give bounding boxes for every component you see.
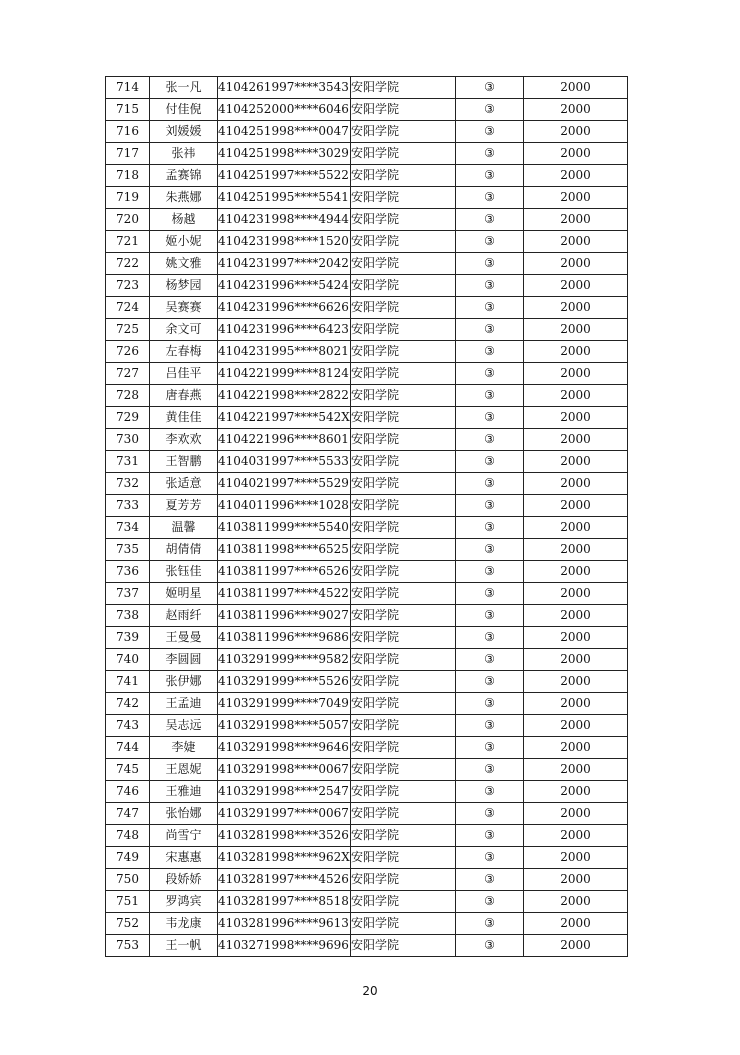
id-number-cell: 4103291999****9582 xyxy=(218,649,351,671)
school-name-cell: 安阳学院 xyxy=(351,77,456,99)
row-number-cell: 733 xyxy=(106,495,150,517)
id-number-cell: 4103291998****0067 xyxy=(218,759,351,781)
id-number-cell: 4103291999****7049 xyxy=(218,693,351,715)
id-number-cell: 4103811996****9686 xyxy=(218,627,351,649)
amount-cell: 2000 xyxy=(524,759,628,781)
id-number-cell: 4104251998****0047 xyxy=(218,121,351,143)
table-row xyxy=(106,231,628,253)
table-row xyxy=(106,825,628,847)
amount-cell: 2000 xyxy=(524,935,628,957)
student-name-cell: 张一凡 xyxy=(150,77,218,99)
school-name-cell: 安阳学院 xyxy=(351,869,456,891)
amount-cell: 2000 xyxy=(524,385,628,407)
grade-level-cell: ③ xyxy=(456,737,524,759)
id-number-cell: 4103291998****9646 xyxy=(218,737,351,759)
student-name-cell: 赵雨纤 xyxy=(150,605,218,627)
table-body xyxy=(106,77,628,957)
amount-cell: 2000 xyxy=(524,363,628,385)
table-row xyxy=(106,407,628,429)
student-name-cell: 韦龙康 xyxy=(150,913,218,935)
row-number-cell: 725 xyxy=(106,319,150,341)
table-row xyxy=(106,803,628,825)
row-number-cell: 726 xyxy=(106,341,150,363)
amount-cell: 2000 xyxy=(524,231,628,253)
student-name-cell: 罗鸿宾 xyxy=(150,891,218,913)
table-row xyxy=(106,495,628,517)
id-number-cell: 4103811997****6526 xyxy=(218,561,351,583)
amount-cell: 2000 xyxy=(524,187,628,209)
table-row xyxy=(106,319,628,341)
amount-cell: 2000 xyxy=(524,253,628,275)
row-number-cell: 748 xyxy=(106,825,150,847)
student-name-cell: 吴志远 xyxy=(150,715,218,737)
grade-level-cell: ③ xyxy=(456,781,524,803)
student-name-cell: 张钰佳 xyxy=(150,561,218,583)
row-number-cell: 721 xyxy=(106,231,150,253)
grade-level-cell: ③ xyxy=(456,407,524,429)
student-name-cell: 朱燕娜 xyxy=(150,187,218,209)
table-row xyxy=(106,517,628,539)
id-number-cell: 4104231996****6423 xyxy=(218,319,351,341)
grade-level-cell: ③ xyxy=(456,869,524,891)
school-name-cell: 安阳学院 xyxy=(351,253,456,275)
student-name-cell: 张伊娜 xyxy=(150,671,218,693)
student-name-cell: 杨梦园 xyxy=(150,275,218,297)
amount-cell: 2000 xyxy=(524,99,628,121)
id-number-cell: 4104221997****542X xyxy=(218,407,351,429)
grade-level-cell: ③ xyxy=(456,517,524,539)
amount-cell: 2000 xyxy=(524,693,628,715)
school-name-cell: 安阳学院 xyxy=(351,143,456,165)
grade-level-cell: ③ xyxy=(456,99,524,121)
row-number-cell: 731 xyxy=(106,451,150,473)
table-row xyxy=(106,165,628,187)
id-number-cell: 4104231998****1520 xyxy=(218,231,351,253)
table-row xyxy=(106,561,628,583)
student-name-cell: 夏芳芳 xyxy=(150,495,218,517)
student-name-cell: 李婕 xyxy=(150,737,218,759)
row-number-cell: 739 xyxy=(106,627,150,649)
row-number-cell: 747 xyxy=(106,803,150,825)
student-name-cell: 李欢欢 xyxy=(150,429,218,451)
table-row xyxy=(106,187,628,209)
table-row xyxy=(106,539,628,561)
grade-level-cell: ③ xyxy=(456,165,524,187)
school-name-cell: 安阳学院 xyxy=(351,627,456,649)
school-name-cell: 安阳学院 xyxy=(351,935,456,957)
grade-level-cell: ③ xyxy=(456,363,524,385)
id-number-cell: 4103811998****6525 xyxy=(218,539,351,561)
row-number-cell: 720 xyxy=(106,209,150,231)
amount-cell: 2000 xyxy=(524,671,628,693)
grade-level-cell: ③ xyxy=(456,253,524,275)
amount-cell: 2000 xyxy=(524,913,628,935)
amount-cell: 2000 xyxy=(524,737,628,759)
grade-level-cell: ③ xyxy=(456,913,524,935)
id-number-cell: 4103281997****4526 xyxy=(218,869,351,891)
school-name-cell: 安阳学院 xyxy=(351,165,456,187)
school-name-cell: 安阳学院 xyxy=(351,803,456,825)
student-name-cell: 唐春燕 xyxy=(150,385,218,407)
student-name-cell: 付佳倪 xyxy=(150,99,218,121)
student-name-cell: 张适意 xyxy=(150,473,218,495)
grade-level-cell: ③ xyxy=(456,561,524,583)
id-number-cell: 4103281998****3526 xyxy=(218,825,351,847)
student-name-cell: 段娇娇 xyxy=(150,869,218,891)
student-name-cell: 王曼曼 xyxy=(150,627,218,649)
grade-level-cell: ③ xyxy=(456,187,524,209)
grade-level-cell: ③ xyxy=(456,891,524,913)
student-name-cell: 杨越 xyxy=(150,209,218,231)
id-number-cell: 4104021997****5529 xyxy=(218,473,351,495)
school-name-cell: 安阳学院 xyxy=(351,451,456,473)
student-name-cell: 王雅迪 xyxy=(150,781,218,803)
school-name-cell: 安阳学院 xyxy=(351,363,456,385)
school-name-cell: 安阳学院 xyxy=(351,517,456,539)
amount-cell: 2000 xyxy=(524,429,628,451)
school-name-cell: 安阳学院 xyxy=(351,539,456,561)
row-number-cell: 732 xyxy=(106,473,150,495)
row-number-cell: 730 xyxy=(106,429,150,451)
school-name-cell: 安阳学院 xyxy=(351,231,456,253)
table-row xyxy=(106,605,628,627)
school-name-cell: 安阳学院 xyxy=(351,407,456,429)
table-row xyxy=(106,759,628,781)
id-number-cell: 4103281997****8518 xyxy=(218,891,351,913)
table-row xyxy=(106,781,628,803)
id-number-cell: 4104231995****8021 xyxy=(218,341,351,363)
id-number-cell: 4103811996****9027 xyxy=(218,605,351,627)
row-number-cell: 735 xyxy=(106,539,150,561)
grade-level-cell: ③ xyxy=(456,473,524,495)
grade-level-cell: ③ xyxy=(456,627,524,649)
grade-level-cell: ③ xyxy=(456,231,524,253)
amount-cell: 2000 xyxy=(524,473,628,495)
school-name-cell: 安阳学院 xyxy=(351,495,456,517)
row-number-cell: 736 xyxy=(106,561,150,583)
amount-cell: 2000 xyxy=(524,561,628,583)
amount-cell: 2000 xyxy=(524,803,628,825)
row-number-cell: 750 xyxy=(106,869,150,891)
row-number-cell: 741 xyxy=(106,671,150,693)
id-number-cell: 4104261997****3543 xyxy=(218,77,351,99)
amount-cell: 2000 xyxy=(524,539,628,561)
table-row xyxy=(106,935,628,957)
row-number-cell: 738 xyxy=(106,605,150,627)
id-number-cell: 4104011996****1028 xyxy=(218,495,351,517)
student-name-cell: 孟赛锦 xyxy=(150,165,218,187)
student-name-cell: 吕佳平 xyxy=(150,363,218,385)
school-name-cell: 安阳学院 xyxy=(351,583,456,605)
grade-level-cell: ③ xyxy=(456,121,524,143)
row-number-cell: 729 xyxy=(106,407,150,429)
school-name-cell: 安阳学院 xyxy=(351,297,456,319)
table-row xyxy=(106,385,628,407)
table-row xyxy=(106,869,628,891)
table-row xyxy=(106,693,628,715)
school-name-cell: 安阳学院 xyxy=(351,715,456,737)
table-row xyxy=(106,363,628,385)
table-row xyxy=(106,341,628,363)
id-number-cell: 4103291998****5057 xyxy=(218,715,351,737)
row-number-cell: 717 xyxy=(106,143,150,165)
grade-level-cell: ③ xyxy=(456,715,524,737)
amount-cell: 2000 xyxy=(524,77,628,99)
grade-level-cell: ③ xyxy=(456,451,524,473)
row-number-cell: 734 xyxy=(106,517,150,539)
amount-cell: 2000 xyxy=(524,715,628,737)
student-name-cell: 左春梅 xyxy=(150,341,218,363)
row-number-cell: 714 xyxy=(106,77,150,99)
school-name-cell: 安阳学院 xyxy=(351,385,456,407)
school-name-cell: 安阳学院 xyxy=(351,121,456,143)
table-row xyxy=(106,737,628,759)
table-row xyxy=(106,913,628,935)
amount-cell: 2000 xyxy=(524,297,628,319)
school-name-cell: 安阳学院 xyxy=(351,649,456,671)
id-number-cell: 4104221996****8601 xyxy=(218,429,351,451)
student-name-cell: 李圆圆 xyxy=(150,649,218,671)
amount-cell: 2000 xyxy=(524,165,628,187)
amount-cell: 2000 xyxy=(524,209,628,231)
amount-cell: 2000 xyxy=(524,583,628,605)
school-name-cell: 安阳学院 xyxy=(351,913,456,935)
grade-level-cell: ③ xyxy=(456,649,524,671)
row-number-cell: 715 xyxy=(106,99,150,121)
table-row xyxy=(106,891,628,913)
row-number-cell: 737 xyxy=(106,583,150,605)
row-number-cell: 727 xyxy=(106,363,150,385)
amount-cell: 2000 xyxy=(524,847,628,869)
grade-level-cell: ③ xyxy=(456,209,524,231)
grade-level-cell: ③ xyxy=(456,671,524,693)
id-number-cell: 4104251998****3029 xyxy=(218,143,351,165)
school-name-cell: 安阳学院 xyxy=(351,473,456,495)
grade-level-cell: ③ xyxy=(456,539,524,561)
student-name-cell: 温馨 xyxy=(150,517,218,539)
row-number-cell: 752 xyxy=(106,913,150,935)
table-row xyxy=(106,583,628,605)
amount-cell: 2000 xyxy=(524,869,628,891)
row-number-cell: 740 xyxy=(106,649,150,671)
school-name-cell: 安阳学院 xyxy=(351,759,456,781)
amount-cell: 2000 xyxy=(524,781,628,803)
page-number: 20 xyxy=(362,984,378,998)
table-row xyxy=(106,297,628,319)
school-name-cell: 安阳学院 xyxy=(351,209,456,231)
table-row xyxy=(106,429,628,451)
school-name-cell: 安阳学院 xyxy=(351,429,456,451)
school-name-cell: 安阳学院 xyxy=(351,693,456,715)
id-number-cell: 4104231996****6626 xyxy=(218,297,351,319)
school-name-cell: 安阳学院 xyxy=(351,561,456,583)
grade-level-cell: ③ xyxy=(456,825,524,847)
table-row xyxy=(106,77,628,99)
student-name-cell: 张祎 xyxy=(150,143,218,165)
grade-level-cell: ③ xyxy=(456,847,524,869)
id-number-cell: 4104231996****5424 xyxy=(218,275,351,297)
school-name-cell: 安阳学院 xyxy=(351,99,456,121)
amount-cell: 2000 xyxy=(524,891,628,913)
row-number-cell: 753 xyxy=(106,935,150,957)
grade-level-cell: ③ xyxy=(456,759,524,781)
school-name-cell: 安阳学院 xyxy=(351,737,456,759)
row-number-cell: 751 xyxy=(106,891,150,913)
table-row xyxy=(106,473,628,495)
id-number-cell: 4104251997****5522 xyxy=(218,165,351,187)
row-number-cell: 745 xyxy=(106,759,150,781)
school-name-cell: 安阳学院 xyxy=(351,781,456,803)
table-row xyxy=(106,847,628,869)
id-number-cell: 4103281996****9613 xyxy=(218,913,351,935)
student-name-cell: 黄佳佳 xyxy=(150,407,218,429)
row-number-cell: 724 xyxy=(106,297,150,319)
row-number-cell: 742 xyxy=(106,693,150,715)
table-row xyxy=(106,121,628,143)
row-number-cell: 723 xyxy=(106,275,150,297)
table-row xyxy=(106,715,628,737)
id-number-cell: 4103811997****4522 xyxy=(218,583,351,605)
school-name-cell: 安阳学院 xyxy=(351,187,456,209)
table-row xyxy=(106,451,628,473)
id-number-cell: 4104252000****6046 xyxy=(218,99,351,121)
amount-cell: 2000 xyxy=(524,407,628,429)
student-name-cell: 余文可 xyxy=(150,319,218,341)
grade-level-cell: ③ xyxy=(456,693,524,715)
grade-level-cell: ③ xyxy=(456,341,524,363)
school-name-cell: 安阳学院 xyxy=(351,847,456,869)
grade-level-cell: ③ xyxy=(456,605,524,627)
student-name-cell: 姬明星 xyxy=(150,583,218,605)
amount-cell: 2000 xyxy=(524,341,628,363)
school-name-cell: 安阳学院 xyxy=(351,319,456,341)
amount-cell: 2000 xyxy=(524,319,628,341)
student-name-cell: 宋惠惠 xyxy=(150,847,218,869)
row-number-cell: 722 xyxy=(106,253,150,275)
amount-cell: 2000 xyxy=(524,517,628,539)
student-name-cell: 胡倩倩 xyxy=(150,539,218,561)
amount-cell: 2000 xyxy=(524,275,628,297)
grade-level-cell: ③ xyxy=(456,319,524,341)
student-name-cell: 王一帆 xyxy=(150,935,218,957)
row-number-cell: 718 xyxy=(106,165,150,187)
student-name-cell: 刘媛媛 xyxy=(150,121,218,143)
student-name-cell: 王孟迪 xyxy=(150,693,218,715)
grade-level-cell: ③ xyxy=(456,429,524,451)
id-number-cell: 4103281998****962X xyxy=(218,847,351,869)
row-number-cell: 743 xyxy=(106,715,150,737)
school-name-cell: 安阳学院 xyxy=(351,825,456,847)
amount-cell: 2000 xyxy=(524,627,628,649)
grade-level-cell: ③ xyxy=(456,803,524,825)
id-number-cell: 4104231998****4944 xyxy=(218,209,351,231)
grade-level-cell: ③ xyxy=(456,935,524,957)
student-name-cell: 张怡娜 xyxy=(150,803,218,825)
grade-level-cell: ③ xyxy=(456,385,524,407)
table-row xyxy=(106,649,628,671)
table-row xyxy=(106,627,628,649)
school-name-cell: 安阳学院 xyxy=(351,341,456,363)
table-row xyxy=(106,143,628,165)
id-number-cell: 4104251995****5541 xyxy=(218,187,351,209)
id-number-cell: 4103291997****0067 xyxy=(218,803,351,825)
student-name-cell: 吴赛赛 xyxy=(150,297,218,319)
school-name-cell: 安阳学院 xyxy=(351,891,456,913)
grade-level-cell: ③ xyxy=(456,77,524,99)
grade-level-cell: ③ xyxy=(456,583,524,605)
amount-cell: 2000 xyxy=(524,649,628,671)
row-number-cell: 728 xyxy=(106,385,150,407)
row-number-cell: 746 xyxy=(106,781,150,803)
table-row xyxy=(106,99,628,121)
id-number-cell: 4104031997****5533 xyxy=(218,451,351,473)
school-name-cell: 安阳学院 xyxy=(351,671,456,693)
amount-cell: 2000 xyxy=(524,121,628,143)
id-number-cell: 4104231997****2042 xyxy=(218,253,351,275)
amount-cell: 2000 xyxy=(524,495,628,517)
id-number-cell: 4104221999****8124 xyxy=(218,363,351,385)
student-name-cell: 王恩妮 xyxy=(150,759,218,781)
row-number-cell: 719 xyxy=(106,187,150,209)
id-number-cell: 4103811999****5540 xyxy=(218,517,351,539)
grade-level-cell: ③ xyxy=(456,297,524,319)
table-row xyxy=(106,253,628,275)
school-name-cell: 安阳学院 xyxy=(351,605,456,627)
id-number-cell: 4103291998****2547 xyxy=(218,781,351,803)
school-name-cell: 安阳学院 xyxy=(351,275,456,297)
student-name-cell: 姬小妮 xyxy=(150,231,218,253)
row-number-cell: 749 xyxy=(106,847,150,869)
amount-cell: 2000 xyxy=(524,825,628,847)
id-number-cell: 4103271998****9696 xyxy=(218,935,351,957)
grade-level-cell: ③ xyxy=(456,495,524,517)
student-name-cell: 姚文雅 xyxy=(150,253,218,275)
row-number-cell: 744 xyxy=(106,737,150,759)
table-row xyxy=(106,209,628,231)
id-number-cell: 4103291999****5526 xyxy=(218,671,351,693)
student-name-cell: 王智鹏 xyxy=(150,451,218,473)
amount-cell: 2000 xyxy=(524,451,628,473)
grade-level-cell: ③ xyxy=(456,275,524,297)
amount-cell: 2000 xyxy=(524,605,628,627)
row-number-cell: 716 xyxy=(106,121,150,143)
table-row xyxy=(106,275,628,297)
student-name-cell: 尚雪宁 xyxy=(150,825,218,847)
recipient-table xyxy=(105,76,628,957)
id-number-cell: 4104221998****2822 xyxy=(218,385,351,407)
amount-cell: 2000 xyxy=(524,143,628,165)
grade-level-cell: ③ xyxy=(456,143,524,165)
table-row xyxy=(106,671,628,693)
